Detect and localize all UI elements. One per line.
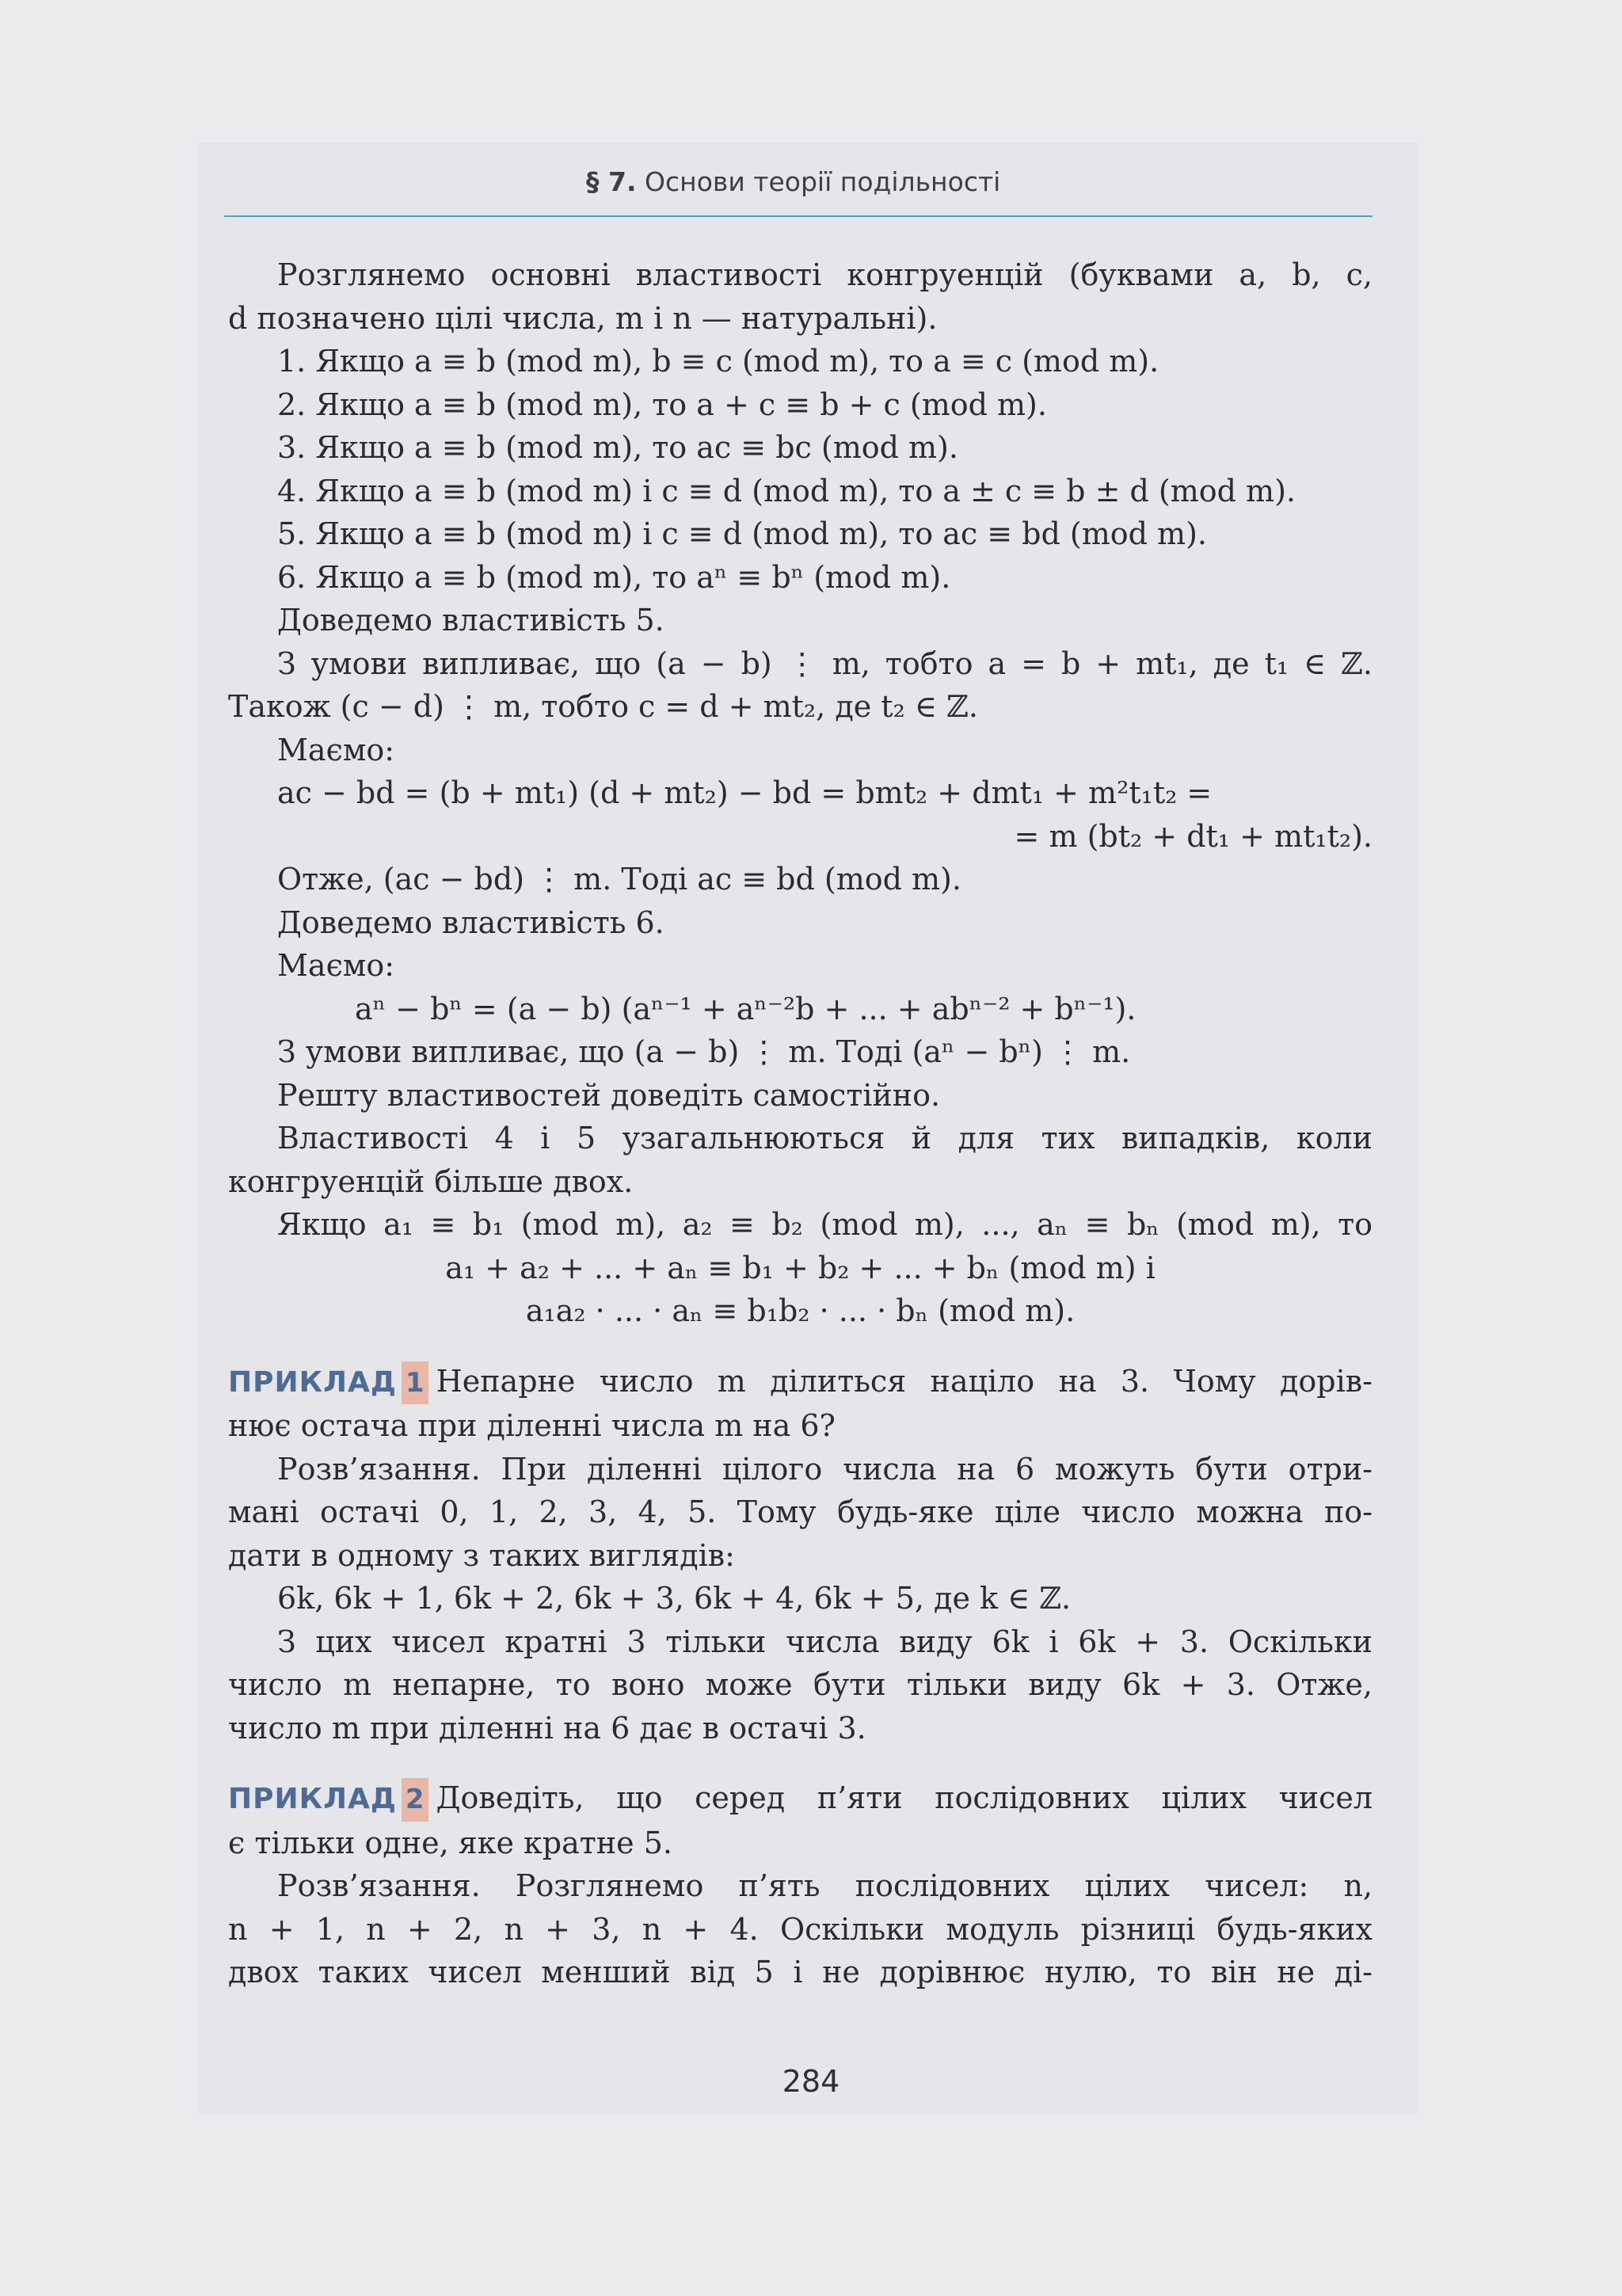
text-line: d позначено цілі числа, m і n — натуральні).: [228, 300, 938, 336]
property-2: 2. Якщо a ≡ b (mod m), то a + c ≡ b + c (mod m).: [277, 386, 1047, 422]
section-title: Основи теорії подільності: [645, 166, 1001, 197]
text-line: Також (c − d) ⋮ m, тобто c = d + mt₂, де t₂ ∈ ℤ.: [228, 689, 978, 724]
formula-line: a₁ + a₂ + ... + aₙ ≡ b₁ + b₂ + ... + bₙ (mod m) і: [445, 1250, 1156, 1285]
formula-line: ac − bd = (b + mt₁) (d + mt₂) − bd = bmt₂ + dmt₁ + m²t₁t₂ =: [277, 775, 1213, 810]
text-line: Доведемо властивість 5.: [277, 603, 664, 638]
property-6: 6. Якщо a ≡ b (mod m), то aⁿ ≡ bⁿ (mod m).: [277, 559, 951, 595]
example-text: Непарне число m ділиться націло на 3. Чому дорів-: [436, 1363, 1373, 1399]
property-3: 3. Якщо a ≡ b (mod m), то ac ≡ bc (mod m).: [277, 430, 958, 465]
header-rule: [224, 215, 1373, 217]
formula-line: aⁿ − bⁿ = (a − b) (aⁿ⁻¹ + aⁿ⁻²b + ... + abⁿ⁻² + bⁿ⁻¹).: [355, 991, 1137, 1026]
property-1: 1. Якщо a ≡ b (mod m), b ≡ c (mod m), то a ≡ c (mod m).: [277, 344, 1159, 379]
example-label: ПРИКЛАД: [228, 1365, 397, 1399]
text-line: Маємо:: [277, 948, 395, 983]
property-4: 4. Якщо a ≡ b (mod m) і c ≡ d (mod m), то a ± c ≡ b ± d (mod m).: [277, 473, 1296, 508]
text-line: є тільки одне, яке кратне 5.: [228, 1825, 672, 1860]
text-line: Якщо a₁ ≡ b₁ (mod m), a₂ ≡ b₂ (mod m), ..., aₙ ≡ bₙ (mod m), то: [277, 1207, 1373, 1242]
example-number-badge: 2: [402, 1778, 428, 1822]
example-number-badge: 1: [402, 1361, 428, 1405]
formula-line: a₁a₂ · ... · aₙ ≡ b₁b₂ · ... · bₙ (mod m).: [525, 1293, 1076, 1328]
text-line: Розв’язання. При діленні цілого числа на 6 можуть бути отри-: [277, 1451, 1373, 1487]
formula-line: = m (bt₂ + dt₁ + mt₁t₂).: [1014, 818, 1373, 854]
text-line: Отже, (ac − bd) ⋮ m. Тоді ac ≡ bd (mod m).: [277, 862, 961, 897]
text-line: Маємо:: [277, 732, 395, 767]
text-line: Розв’язання. Розглянемо п’ять послідовних цілих чисел: n,: [277, 1868, 1373, 1903]
text-line: Решту властивостей доведіть самостійно.: [277, 1077, 941, 1113]
running-header: [586, 166, 1000, 197]
section-number: § 7.: [586, 166, 637, 197]
text-line: Розглянемо основні властивості конгруенцій (буквами a, b, c,: [277, 257, 1373, 292]
text-line: нює остача при діленні числа m на 6?: [228, 1408, 836, 1443]
text-line: Доведемо властивість 6.: [277, 904, 664, 940]
text-line: число m непарне, то воно може бути тільки виду 6k + 3. Отже,: [228, 1667, 1373, 1702]
text-line: мані остачі 0, 1, 2, 3, 4, 5. Тому будь-яке ціле число можна по-: [228, 1494, 1373, 1529]
text-line: двох таких чисел менший від 5 і не дорівнює нулю, то він не ді-: [228, 1955, 1373, 1989]
text-line: дати в одному з таких виглядів:: [228, 1537, 735, 1573]
body-text: [228, 253, 1373, 1994]
example-text: Доведіть, що серед п’яти послідовних цілих чисел: [436, 1780, 1373, 1815]
text-line: Властивості 4 і 5 узагальнюються й для тих випадків, коли: [277, 1121, 1373, 1156]
property-5: 5. Якщо a ≡ b (mod m) і c ≡ d (mod m), то ac ≡ bd (mod m).: [277, 516, 1207, 551]
example-1-heading: [228, 1360, 1373, 1405]
formula-line: 6k, 6k + 1, 6k + 2, 6k + 3, 6k + 4, 6k + 5, де k ∈ ℤ.: [277, 1581, 1072, 1616]
text-line: З цих чисел кратні 3 тільки числа виду 6k і 6k + 3. Оскільки: [277, 1624, 1373, 1659]
page-number: 284: [782, 2064, 840, 2099]
text-line: число m при діленні на 6 дає в остачі 3.: [228, 1710, 866, 1746]
text-line: З умови випливає, що (a − b) ⋮ m. Тоді (aⁿ − bⁿ) ⋮ m.: [277, 1034, 1131, 1069]
text-line: З умови випливає, що (a − b) ⋮ m, тобто a = b + mt₁, де t₁ ∈ ℤ.: [277, 645, 1373, 681]
example-label: ПРИКЛАД: [228, 1783, 397, 1815]
text-line: n + 1, n + 2, n + 3, n + 4. Оскільки модуль різниці будь-яких: [228, 1911, 1373, 1947]
text-line: конгруенцій більше двох.: [228, 1163, 634, 1199]
example-2-heading: [228, 1776, 1373, 1822]
